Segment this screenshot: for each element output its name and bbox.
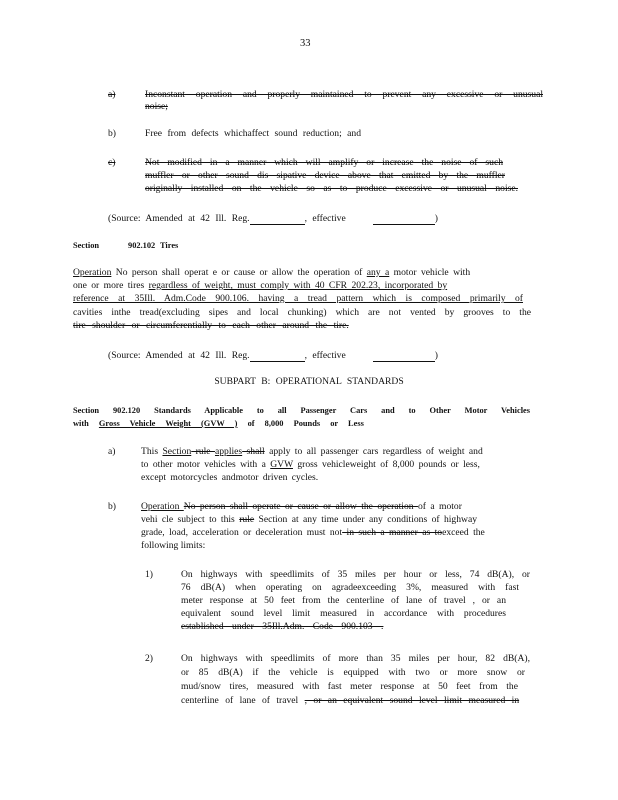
- item-c-line-1: Not modified in a manner which will amplify or increase the noise of such: [145, 157, 503, 168]
- section-120-heading-line-2: with Gross Vehicle Weight (GVW ) of 8,000 Pounds or Less: [73, 419, 364, 428]
- item-c-line-2: muffler or other sound dis sipative device above that emitted by the muffler: [145, 170, 505, 181]
- item-120b-line-1: Operation No person shall operate or cause or allow the operation of a motor: [141, 501, 462, 512]
- page-number: 33: [300, 38, 311, 49]
- tires-para-line-5: tire shoulder or circumferentially to each other around the tire.: [73, 320, 349, 331]
- section-102-number: 902.102: [128, 241, 156, 250]
- item-a-line-2: noise;: [145, 101, 168, 112]
- limit-2-line-4: centerline of lane of travel , or an equivalent sound level limit measured in: [181, 695, 520, 706]
- item-120a-marker: a): [108, 446, 116, 457]
- limit-1-line-3: meter response at 50 feet from the centerline of lane of travel , or an: [181, 595, 506, 606]
- tires-para-line-3: reference at 35Ill. Adm.Code 900.106. having a tread pattern which is composed primarily of: [73, 293, 523, 304]
- limit-2-marker: 2): [145, 653, 153, 664]
- subpart-heading: SUBPART B: OPERATIONAL STANDARDS: [214, 376, 404, 387]
- item-b-text: Free from defects whichaffect sound reduction; and: [145, 128, 362, 139]
- limit-2-line-3: mud/snow tires, measured with fast meter response at 50 feet from the: [181, 681, 518, 692]
- section-102-label: Section: [73, 241, 100, 250]
- tires-para-line-1: Operation No person shall operat e or cause or allow the operation of any a motor vehicle with: [73, 267, 471, 278]
- item-c-line-3: originally installed on the vehicle so as to produce excessive or unusual noise.: [145, 183, 518, 194]
- item-120a-line-1: This Section rule applies shall apply to all passenger cars regardless of weight and: [141, 446, 483, 457]
- item-120b-line-4: following limits:: [141, 540, 206, 551]
- limit-1-line-1: On highways with speedlimits of 35 miles per hour or less, 74 dB(A), or: [181, 569, 530, 580]
- limit-2-line-1: On highways with speedlimits of more than 35 miles per hour, 82 dB(A),: [181, 653, 530, 664]
- item-a-marker: a): [108, 89, 116, 100]
- section-120-heading-line-1: Section 902.120 Standards Applicable to all Passenger Cars and to Other Motor Vehicles: [73, 406, 530, 415]
- tires-para-line-2: one or more tires regardless of weight, must comply with 40 CFR 202.23, incorporated by: [73, 280, 448, 291]
- item-120a-line-2: to other motor vehicles with a GVW gross vehicleweight of 8,000 pounds or less,: [141, 459, 480, 470]
- limit-1-marker: 1): [145, 569, 153, 580]
- item-120a-line-3: except motorcycles andmotor driven cycles.: [141, 472, 319, 483]
- limit-1-struck-line: established under 35Ill.Adm. Code 900.103 .: [181, 621, 384, 632]
- item-120b-line-2: vehi cle subject to this rule Section at any time under any conditions of highway: [141, 514, 478, 525]
- item-b-marker: b): [108, 128, 116, 139]
- item-c-marker: c): [108, 157, 116, 168]
- source-note-1: (Source: Amended at 42 Ill. Reg. , effective ): [108, 213, 438, 224]
- item-120b-line-3: grade, load, acceleration or deceleration must not in such a manner as toexceed the: [141, 527, 485, 538]
- item-120b-marker: b): [108, 501, 116, 512]
- item-a-line-1: Inconstant operation and properly maintained to prevent any excessive or unusual: [145, 89, 543, 100]
- source-note-2: (Source: Amended at 42 Ill. Reg. , effective ): [108, 350, 438, 361]
- limit-2-line-2: or 85 dB(A) if the vehicle is equipped with two or more snow or: [181, 667, 525, 678]
- limit-1-line-2: 76 dB(A) when operating on agradeexceeding 3%, measured with fast: [181, 582, 519, 593]
- limit-1-line-4: equivalent sound level limit measured in accordance with procedures: [181, 608, 506, 619]
- section-102-title: Tires: [160, 241, 179, 250]
- tires-para-line-4: cavities inthe tread(excluding sipes and local chunking) which are not vented by grooves to the: [73, 307, 531, 318]
